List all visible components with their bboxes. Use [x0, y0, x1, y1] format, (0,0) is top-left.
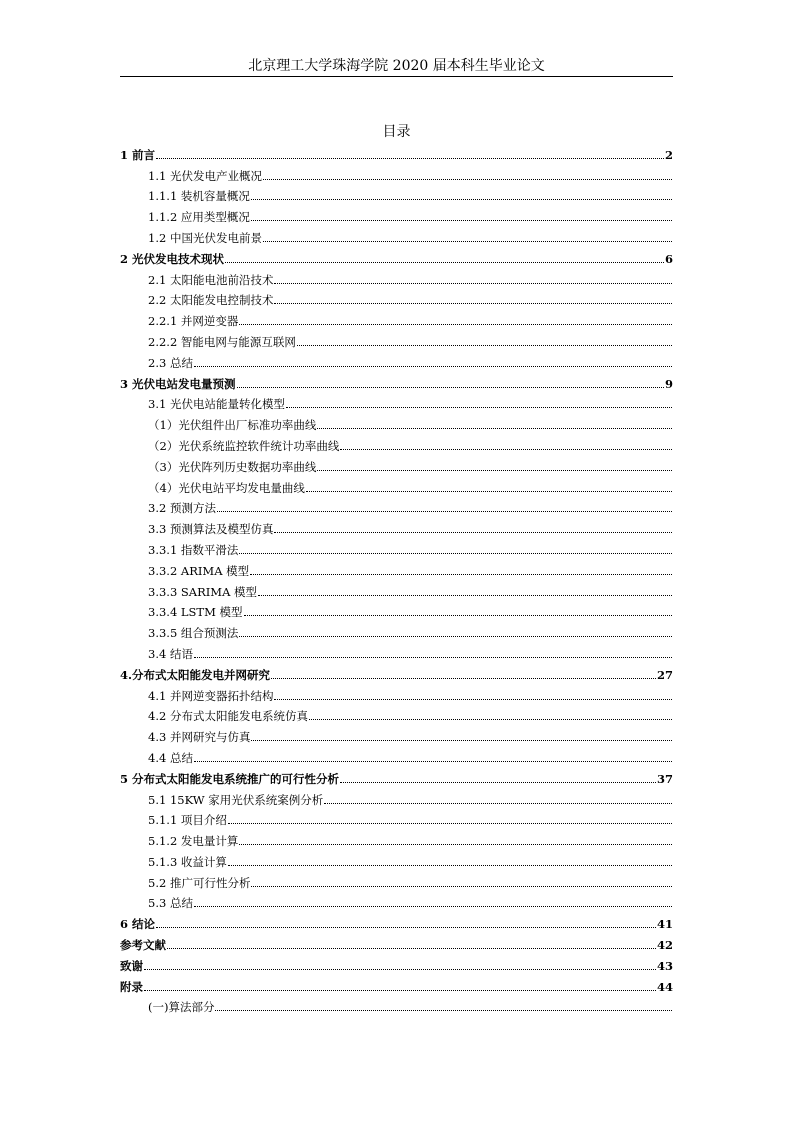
toc-entry-label: 2.2.1 并网逆变器	[148, 314, 239, 329]
toc-dot-leader	[215, 1010, 672, 1011]
toc-entry-label: 4.4 总结	[148, 750, 193, 765]
toc-entry-section[interactable]	[120, 643, 673, 664]
toc-dot-leader	[225, 262, 664, 263]
toc-entry-section[interactable]	[120, 726, 673, 747]
toc-dot-leader	[251, 220, 672, 221]
toc-entry-section[interactable]	[120, 685, 673, 706]
toc-entry-page-number: 2	[664, 147, 673, 162]
toc-entry-section[interactable]	[120, 706, 673, 727]
toc-entry-chapter[interactable]	[120, 248, 673, 269]
toc-entry-label: 3.3.1 指数平滑法	[148, 542, 239, 557]
toc-entry-page-number: 9	[664, 376, 673, 391]
toc-dot-leader	[306, 491, 672, 492]
toc-entry-label: 5.1.1 项目介绍	[148, 813, 227, 828]
toc-dot-leader	[324, 803, 672, 804]
toc-entry-label: 5 分布式太阳能发电系统推广的可行性分析	[120, 771, 340, 786]
toc-entry-chapter[interactable]	[120, 664, 673, 685]
toc-entry-chapter[interactable]	[120, 144, 673, 165]
toc-dot-leader	[251, 740, 672, 741]
toc-dot-leader	[317, 470, 672, 471]
toc-entry-section[interactable]	[120, 893, 673, 914]
toc-dot-leader	[239, 324, 672, 325]
toc-entry-label: 2.3 总结	[148, 355, 193, 370]
toc-dot-leader	[251, 199, 672, 200]
toc-dot-leader	[194, 906, 672, 907]
toc-dot-leader	[340, 449, 672, 450]
toc-entry-chapter[interactable]	[120, 955, 673, 976]
toc-entry-label: 参考文献	[120, 938, 166, 953]
toc-entry-label: 2.2.2 智能电网与能源互联网	[148, 334, 296, 349]
toc-entry-label: （2）光伏系统监控软件统计功率曲线	[148, 438, 340, 453]
toc-entry-label: 5.1 15KW 家用光伏系统案例分析	[148, 792, 324, 807]
toc-entry-section[interactable]	[120, 165, 673, 186]
toc-entry-label: 6 结论	[120, 917, 156, 932]
toc-entry-label: （1）光伏组件出厂标准功率曲线	[148, 418, 317, 433]
toc-dot-leader	[144, 969, 656, 970]
toc-dot-leader	[274, 532, 672, 533]
toc-dot-leader	[228, 865, 672, 866]
toc-dot-leader	[274, 283, 672, 284]
toc-entry-page-number: 37	[656, 771, 673, 786]
toc-entry-label: 3 光伏电站发电量预测	[120, 376, 236, 391]
toc-entry-label: 4.3 并网研究与仿真	[148, 730, 251, 745]
toc-entry-page-number: 43	[656, 958, 673, 973]
toc-entry-label: 2.2 太阳能发电控制技术	[148, 293, 274, 308]
toc-entry-label: 3.3.4 LSTM 模型	[148, 605, 243, 620]
toc-entry-section[interactable]	[120, 310, 673, 331]
toc-dot-leader	[286, 407, 672, 408]
toc-dot-leader	[274, 699, 672, 700]
toc-entry-label: 2.1 太阳能电池前沿技术	[148, 272, 274, 287]
toc-entry-label: 1 前言	[120, 147, 156, 162]
toc-entry-section[interactable]	[120, 560, 673, 581]
toc-dot-leader	[340, 782, 656, 783]
toc-dot-leader	[156, 158, 664, 159]
toc-dot-leader	[297, 345, 672, 346]
toc-entry-label: 1.2 中国光伏发电前景	[148, 230, 262, 245]
toc-dot-leader	[239, 844, 672, 845]
toc-entry-section[interactable]	[120, 331, 673, 352]
toc-dot-leader	[250, 574, 672, 575]
toc-entry-section[interactable]	[120, 872, 673, 893]
toc-dot-leader	[194, 657, 672, 658]
toc-entry-label: 5.2 推广可行性分析	[148, 875, 251, 890]
toc-dot-leader	[258, 595, 672, 596]
toc-entry-page-number: 27	[656, 667, 673, 682]
toc-entry-section[interactable]	[120, 414, 673, 435]
toc-title: 目录	[382, 124, 411, 140]
toc-dot-leader	[156, 927, 656, 928]
toc-entry-chapter[interactable]	[120, 373, 673, 394]
toc-entry-page-number: 41	[656, 917, 673, 932]
toc-dot-leader	[263, 241, 672, 242]
toc-entry-section[interactable]	[120, 539, 673, 560]
toc-entry-label: 3.3 预测算法及模型仿真	[148, 522, 274, 537]
toc-entry-chapter[interactable]	[120, 934, 673, 955]
toc-dot-leader	[167, 948, 656, 949]
toc-entry-page-number: 44	[656, 979, 673, 994]
toc-dot-leader	[263, 179, 672, 180]
toc-dot-leader	[194, 761, 672, 762]
toc-entry-label: 3.3.2 ARIMA 模型	[148, 563, 250, 578]
toc-entry-label: 3.3.3 SARIMA 模型	[148, 584, 258, 599]
toc-entry-section[interactable]	[120, 622, 673, 643]
toc-dot-leader	[317, 428, 672, 429]
header-rule	[120, 76, 673, 77]
running-header: 北京理工大学珠海学院 2020 届本科生毕业论文	[248, 58, 545, 74]
toc-entry-section[interactable]	[120, 477, 673, 498]
toc-entry-section[interactable]	[120, 518, 673, 539]
toc-entry-label: 4.2 分布式太阳能发电系统仿真	[148, 709, 308, 724]
toc-dot-leader	[271, 678, 656, 679]
toc-entry-label: 3.4 结语	[148, 646, 193, 661]
toc-dot-leader	[194, 366, 672, 367]
toc-entry-label: （4）光伏电站平均发电量曲线	[148, 480, 305, 495]
toc-entry-section[interactable]	[120, 602, 673, 623]
toc-entry-chapter[interactable]	[120, 768, 673, 789]
toc-dot-leader	[144, 990, 656, 991]
toc-entry-label: 3.3.5 组合预测法	[148, 626, 239, 641]
table-of-contents	[120, 144, 673, 1017]
toc-entry-label: 1.1.2 应用类型概况	[148, 210, 250, 225]
toc-dot-leader	[237, 387, 664, 388]
toc-entry-section[interactable]	[120, 227, 673, 248]
toc-entry-page-number: 42	[656, 938, 673, 953]
toc-dot-leader	[251, 886, 672, 887]
toc-dot-leader	[309, 719, 672, 720]
toc-entry-chapter[interactable]	[120, 913, 673, 934]
toc-entry-section[interactable]	[120, 456, 673, 477]
toc-dot-leader	[239, 636, 672, 637]
toc-entry-section[interactable]	[120, 394, 673, 415]
toc-dot-leader	[228, 823, 672, 824]
toc-entry-label: 2 光伏发电技术现状	[120, 251, 225, 266]
toc-entry-section[interactable]	[120, 498, 673, 519]
toc-entry-section[interactable]	[120, 290, 673, 311]
toc-entry-section[interactable]	[120, 810, 673, 831]
toc-entry-section[interactable]	[120, 352, 673, 373]
toc-entry-section[interactable]	[120, 851, 673, 872]
toc-entry-label: 5.1.3 收益计算	[148, 854, 227, 869]
toc-entry-label: 1.1 光伏发电产业概况	[148, 168, 262, 183]
toc-entry-label: (一)算法部分	[148, 1000, 215, 1015]
toc-entry-label: 附录	[120, 979, 143, 994]
toc-entry-section[interactable]	[120, 269, 673, 290]
toc-dot-leader	[239, 553, 672, 554]
toc-entry-label: 5.1.2 发电量计算	[148, 834, 239, 849]
toc-entry-section[interactable]	[120, 435, 673, 456]
toc-dot-leader	[274, 303, 672, 304]
toc-entry-label: 5.3 总结	[148, 896, 193, 911]
toc-entry-label: 3.2 预测方法	[148, 501, 216, 516]
toc-entry-section[interactable]	[120, 186, 673, 207]
toc-entry-label: 1.1.1 装机容量概况	[148, 189, 250, 204]
toc-entry-label: 4.分布式太阳能发电并网研究	[120, 667, 271, 682]
toc-entry-page-number: 6	[664, 251, 673, 266]
toc-dot-leader	[217, 511, 672, 512]
toc-entry-section[interactable]	[120, 206, 673, 227]
toc-entry-section[interactable]	[120, 581, 673, 602]
toc-entry-section[interactable]	[120, 830, 673, 851]
toc-entry-chapter[interactable]	[120, 976, 673, 997]
toc-entry-label: 4.1 并网逆变器拓扑结构	[148, 688, 274, 703]
toc-entry-label: （3）光伏阵列历史数据功率曲线	[148, 459, 317, 474]
toc-entry-section[interactable]	[120, 789, 673, 810]
toc-entry-label: 3.1 光伏电站能量转化模型	[148, 397, 285, 412]
toc-entry-section[interactable]	[120, 747, 673, 768]
toc-entry-label: 致谢	[120, 958, 143, 973]
toc-entry-section[interactable]	[120, 997, 673, 1018]
toc-dot-leader	[244, 615, 672, 616]
